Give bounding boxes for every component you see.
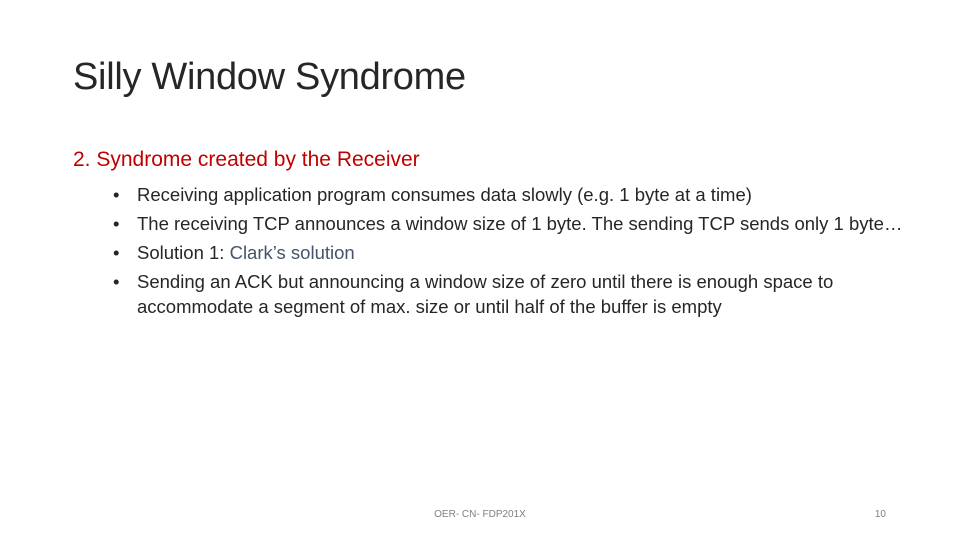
slide-title: Silly Window Syndrome <box>73 56 466 98</box>
bullet-list <box>113 182 903 323</box>
clarks-solution-text: Clark’s solution <box>229 242 355 263</box>
page-number: 10 <box>874 509 886 520</box>
bullet-dot: • <box>113 271 120 292</box>
bullet-dot: • <box>113 213 120 234</box>
bullet-item <box>113 182 903 207</box>
slide-footer: OER- CN- FDP201X <box>434 509 526 520</box>
bullet-item <box>113 269 903 319</box>
bullet-dot: • <box>113 242 120 263</box>
bullet-text: The receiving TCP announces a window size of 1 byte. The sending TCP sends only 1 byte… <box>137 213 903 234</box>
bullet-text: Receiving application program consumes data slowly (e.g. 1 byte at a time) <box>137 184 752 205</box>
bullet-text: Sending an ACK but announcing a window size of zero until there is enough space to accommodate a segment of max. size or until half of the buffer is empty <box>137 271 834 317</box>
section-subheading: 2. Syndrome created by the Receiver <box>73 148 420 171</box>
bullet-item <box>113 211 903 236</box>
bullet-item <box>113 240 903 265</box>
bullet-dot: • <box>113 184 120 205</box>
bullet-text-prefix: Solution 1: <box>137 242 230 263</box>
